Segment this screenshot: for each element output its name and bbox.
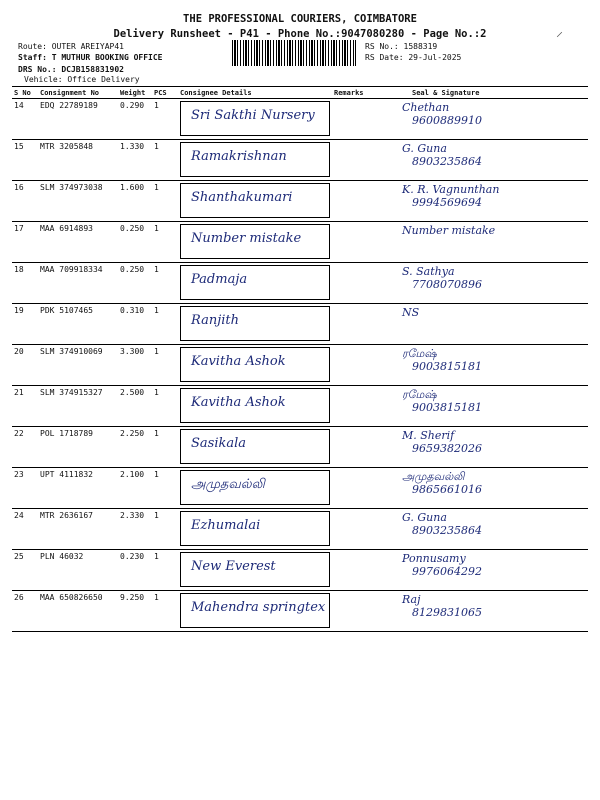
- sno-cell: 17: [12, 222, 38, 263]
- sno-cell: 16: [12, 181, 38, 222]
- consignment-cell: UPT 4111832: [38, 468, 118, 509]
- signature-cell: [388, 386, 588, 427]
- consignment-cell: EDQ 22789189: [38, 99, 118, 140]
- consignee-handwriting: Ezhumalai: [191, 518, 261, 533]
- signature-name: அமுதவல்லி: [402, 470, 465, 483]
- consignment-cell: SLM 374915327: [38, 386, 118, 427]
- consignee-handwriting: Kavitha Ashok: [191, 354, 286, 369]
- col-consignment: Consignment No: [38, 87, 118, 99]
- consignee-cell: [178, 427, 332, 468]
- consignment-cell: SLM 374973038: [38, 181, 118, 222]
- consignee-cell: [178, 140, 332, 181]
- weight-cell: 3.300: [118, 345, 152, 386]
- pcs-cell: 1: [152, 304, 178, 345]
- sno-cell: 18: [12, 263, 38, 304]
- signature-cell: [388, 591, 588, 632]
- consignee-cell: [178, 181, 332, 222]
- table-row: [12, 304, 588, 345]
- table-row: [12, 591, 588, 632]
- rs-date: RS Date: 29-Jul-2025: [365, 53, 462, 62]
- remarks-cell: [332, 591, 388, 632]
- signature-cell: [388, 468, 588, 509]
- signature-name: M. Sherif: [402, 429, 455, 442]
- signature-cell: [388, 304, 588, 345]
- consignment-cell: MAA 6914893: [38, 222, 118, 263]
- consignee-cell: [178, 99, 332, 140]
- pcs-cell: 1: [152, 181, 178, 222]
- signature-cell: [388, 550, 588, 591]
- table-row: [12, 468, 588, 509]
- pcs-cell: 1: [152, 550, 178, 591]
- pcs-cell: 1: [152, 427, 178, 468]
- rs-number: RS No.: 1588319: [365, 42, 438, 51]
- sno-cell: 21: [12, 386, 38, 427]
- signature-name: S. Sathya: [402, 265, 455, 278]
- consignment-cell: SLM 374910069: [38, 345, 118, 386]
- barcode-icon: [232, 40, 356, 66]
- sno-cell: 22: [12, 427, 38, 468]
- consignee-handwriting: Ramakrishnan: [191, 149, 287, 164]
- company-name: THE PROFESSIONAL COURIERS, COIMBATORE: [183, 13, 417, 25]
- weight-cell: 1.330: [118, 140, 152, 181]
- remarks-cell: [332, 427, 388, 468]
- remarks-cell: [332, 181, 388, 222]
- sno-cell: 25: [12, 550, 38, 591]
- signature-phone: 9865661016: [412, 483, 482, 496]
- table-row: [12, 509, 588, 550]
- remarks-cell: [332, 345, 388, 386]
- weight-cell: 9.250: [118, 591, 152, 632]
- pcs-cell: 1: [152, 468, 178, 509]
- consignment-cell: MAA 650826650: [38, 591, 118, 632]
- signature-name: Ponnusamy: [402, 552, 466, 565]
- consignee-handwriting: Number mistake: [191, 231, 302, 246]
- signature-name: G. Guna: [402, 142, 447, 155]
- signature-name: ரமேஷ்: [402, 388, 437, 401]
- signature-cell: [388, 222, 588, 263]
- consignee-cell: [178, 386, 332, 427]
- remarks-cell: [332, 468, 388, 509]
- consignee-cell: [178, 591, 332, 632]
- table-row: [12, 181, 588, 222]
- signature-cell: [388, 181, 588, 222]
- pcs-cell: 1: [152, 345, 178, 386]
- drs-number: DRS No.: DCJB158831902: [18, 65, 124, 74]
- signature-phone: 8903235864: [412, 524, 482, 537]
- consignee-handwriting: New Everest: [191, 559, 276, 574]
- pcs-cell: 1: [152, 591, 178, 632]
- remarks-cell: [332, 550, 388, 591]
- consignment-cell: PLN 46032: [38, 550, 118, 591]
- table-row: [12, 427, 588, 468]
- signature-phone: 8903235864: [412, 155, 482, 168]
- remarks-cell: [332, 99, 388, 140]
- weight-cell: 2.250: [118, 427, 152, 468]
- sno-cell: 23: [12, 468, 38, 509]
- consignee-cell: [178, 550, 332, 591]
- sno-cell: 14: [12, 99, 38, 140]
- signature-cell: [388, 345, 588, 386]
- remarks-cell: [332, 222, 388, 263]
- remarks-cell: [332, 304, 388, 345]
- weight-cell: 0.310: [118, 304, 152, 345]
- table-row: [12, 140, 588, 181]
- signature-cell: [388, 509, 588, 550]
- table-row: [12, 263, 588, 304]
- consignment-cell: MAA 709918334: [38, 263, 118, 304]
- col-pcs: PCS: [152, 87, 178, 99]
- sno-cell: 19: [12, 304, 38, 345]
- pcs-cell: 1: [152, 140, 178, 181]
- table-row: [12, 550, 588, 591]
- consignment-cell: MTR 2636167: [38, 509, 118, 550]
- signature-name: Number mistake: [402, 224, 496, 237]
- signature-name: G. Guna: [402, 511, 447, 524]
- consignee-handwriting: Ranjith: [191, 313, 239, 328]
- weight-cell: 0.250: [118, 222, 152, 263]
- consignee-handwriting: Shanthakumari: [191, 190, 293, 205]
- pcs-cell: 1: [152, 263, 178, 304]
- signature-phone: 9600889910: [412, 114, 482, 127]
- col-consignee: Consignee Details: [178, 87, 332, 99]
- signature-phone: 9994569694: [412, 196, 482, 209]
- signature-cell: [388, 140, 588, 181]
- pen-mark-icon: ⸝: [556, 24, 563, 40]
- consignee-handwriting: Sasikala: [191, 436, 247, 451]
- table-row: [12, 99, 588, 140]
- weight-cell: 0.230: [118, 550, 152, 591]
- sno-cell: 15: [12, 140, 38, 181]
- col-weight: Weight: [118, 87, 152, 99]
- consignee-cell: [178, 468, 332, 509]
- signature-cell: [388, 99, 588, 140]
- table-header-row: [12, 87, 588, 99]
- signature-cell: [388, 263, 588, 304]
- vehicle-label: Vehicle: Office Delivery: [24, 75, 140, 84]
- col-signature: Seal & Signature: [388, 87, 588, 99]
- pcs-cell: 1: [152, 99, 178, 140]
- runsheet-title: Delivery Runsheet - P41 - Phone No.:9047080280 - Page No.:2: [113, 28, 487, 40]
- consignee-handwriting: Kavitha Ashok: [191, 395, 286, 410]
- sno-cell: 26: [12, 591, 38, 632]
- table-row: [12, 386, 588, 427]
- consignee-cell: [178, 263, 332, 304]
- consignee-cell: [178, 345, 332, 386]
- remarks-cell: [332, 263, 388, 304]
- pcs-cell: 1: [152, 222, 178, 263]
- remarks-cell: [332, 140, 388, 181]
- table-row: [12, 222, 588, 263]
- signature-name: NS: [402, 306, 420, 319]
- signature-phone: 9659382026: [412, 442, 482, 455]
- runsheet-table: [12, 86, 588, 632]
- pcs-cell: 1: [152, 386, 178, 427]
- consignee-handwriting: Sri Sakthi Nursery: [191, 108, 315, 123]
- signature-name: K. R. Vagnunthan: [402, 183, 500, 196]
- weight-cell: 2.500: [118, 386, 152, 427]
- consignee-handwriting: அமுதவல்லி: [191, 477, 265, 492]
- col-sno: S No: [12, 87, 38, 99]
- staff-label: Staff: T MUTHUR BOOKING OFFICE: [18, 53, 163, 62]
- route-label: Route: OUTER AREIYAP41: [18, 42, 124, 51]
- signature-name: ரமேஷ்: [402, 347, 437, 360]
- consignee-cell: [178, 509, 332, 550]
- remarks-cell: [332, 386, 388, 427]
- signature-phone: 9976064292: [412, 565, 482, 578]
- pcs-cell: 1: [152, 509, 178, 550]
- consignment-cell: MTR 3205848: [38, 140, 118, 181]
- signature-phone: 7708070896: [412, 278, 482, 291]
- sno-cell: 24: [12, 509, 38, 550]
- weight-cell: 0.290: [118, 99, 152, 140]
- consignee-cell: [178, 304, 332, 345]
- consignment-cell: POL 1718789: [38, 427, 118, 468]
- signature-phone: 9003815181: [412, 401, 482, 414]
- consignee-cell: [178, 222, 332, 263]
- remarks-cell: [332, 509, 388, 550]
- signature-phone: 9003815181: [412, 360, 482, 373]
- signature-phone: 8129831065: [412, 606, 482, 619]
- weight-cell: 2.330: [118, 509, 152, 550]
- signature-name: Chethan: [402, 101, 450, 114]
- col-remarks: Remarks: [332, 87, 388, 99]
- signature-name: Raj: [402, 593, 421, 606]
- weight-cell: 2.100: [118, 468, 152, 509]
- consignee-handwriting: Padmaja: [191, 272, 248, 287]
- weight-cell: 0.250: [118, 263, 152, 304]
- table-row: [12, 345, 588, 386]
- consignee-handwriting: Mahendra springtex: [191, 600, 326, 615]
- consignment-cell: PDK 5107465: [38, 304, 118, 345]
- signature-cell: [388, 427, 588, 468]
- weight-cell: 1.600: [118, 181, 152, 222]
- sno-cell: 20: [12, 345, 38, 386]
